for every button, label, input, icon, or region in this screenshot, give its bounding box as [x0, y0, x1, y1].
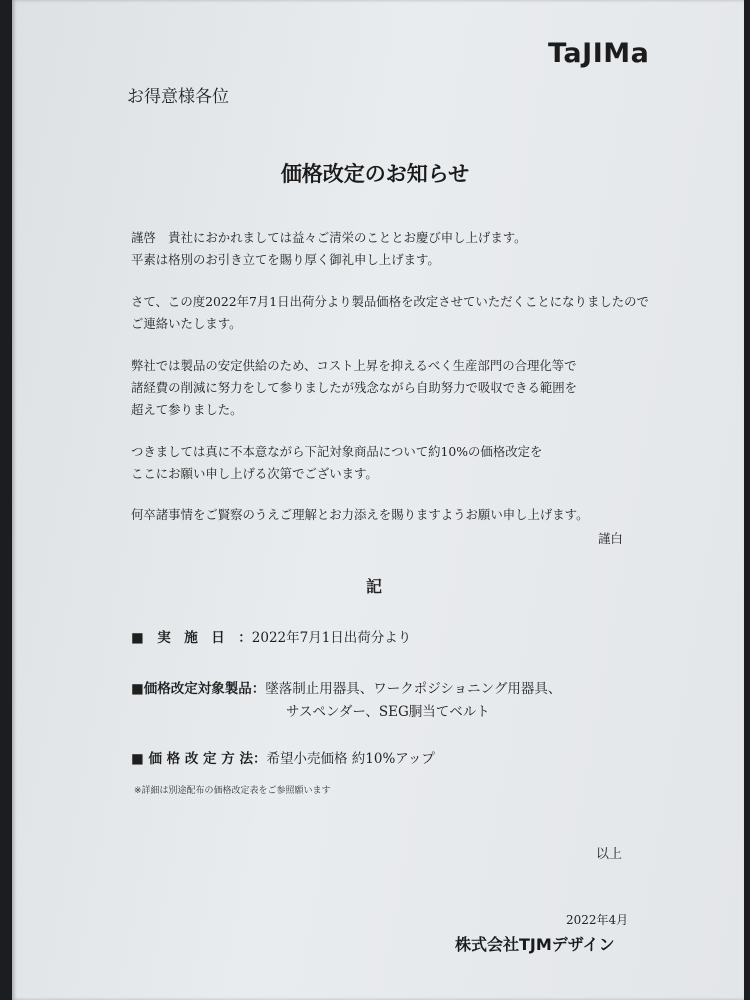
target-products-label: ■価格改定対象製品： [131, 681, 266, 697]
body-line: 弊社では製品の安定供給のため、コスト上昇を抑えるべく生産部門の合理化等で [131, 358, 577, 373]
body-line: 謹啓 貴社におかれましては益々ご清栄のこととお慶び申し上げます。 [131, 230, 527, 245]
issue-date: 2022年4月 [566, 913, 629, 927]
company-name: 株式会社TJMデザイン [455, 935, 615, 954]
notes-heading: 記 [366, 577, 383, 596]
implementation-date-value: 2022年7月1日出荷分より [251, 630, 412, 646]
brand-logo: TaJIMa [548, 38, 650, 69]
page-title: 価格改定のお知らせ [280, 162, 470, 186]
implementation-date-row [131, 626, 411, 646]
revision-method-row [131, 747, 435, 767]
body-line: 平素は格別のお引き立てを賜り厚く御礼申し上げます。 [131, 252, 440, 267]
implementation-date-label: ■ 実 施 日 ： [131, 630, 252, 646]
revision-method-value: 希望小売価格 約10%アップ [266, 751, 435, 767]
target-products-value: 墜落制止用器具、ワークポジショニング用器具、 [265, 681, 562, 697]
end-mark: 以上 [596, 847, 623, 862]
body-line: 超えて参りました。 [131, 402, 243, 417]
target-products-continued: サスペンダー、SEG胴当てベルト [286, 704, 490, 720]
closing-phrase: 謹白 [598, 531, 623, 546]
addressee: お得意様各位 [127, 87, 229, 107]
body-line: さて、この度2022年7月1日出荷分より製品価格を改定させていただくことになりましたので [131, 294, 649, 309]
letter-page [12, 0, 744, 1000]
target-products-row [131, 677, 561, 697]
footnote: ※詳細は別途配布の価格改定表をご参照願います [134, 786, 331, 796]
body-line: つきましては真に不本意ながら下記対象商品について約10%の価格改定を [131, 444, 543, 459]
body-line: ここにお願い申し上げる次第でございます。 [131, 466, 378, 481]
revision-method-label: ■ 価 格 改 定 方 法： [131, 751, 267, 767]
body-line: 何卒諸事情をご賢察のうえご理解とお力添えを賜りますようお願い申し上げます。 [131, 507, 589, 522]
body-line: ご連絡いたします。 [131, 316, 242, 331]
body-line: 諸経費の削減に努力をして参りましたが残念ながら自助努力で吸収できる範囲を [131, 380, 578, 395]
